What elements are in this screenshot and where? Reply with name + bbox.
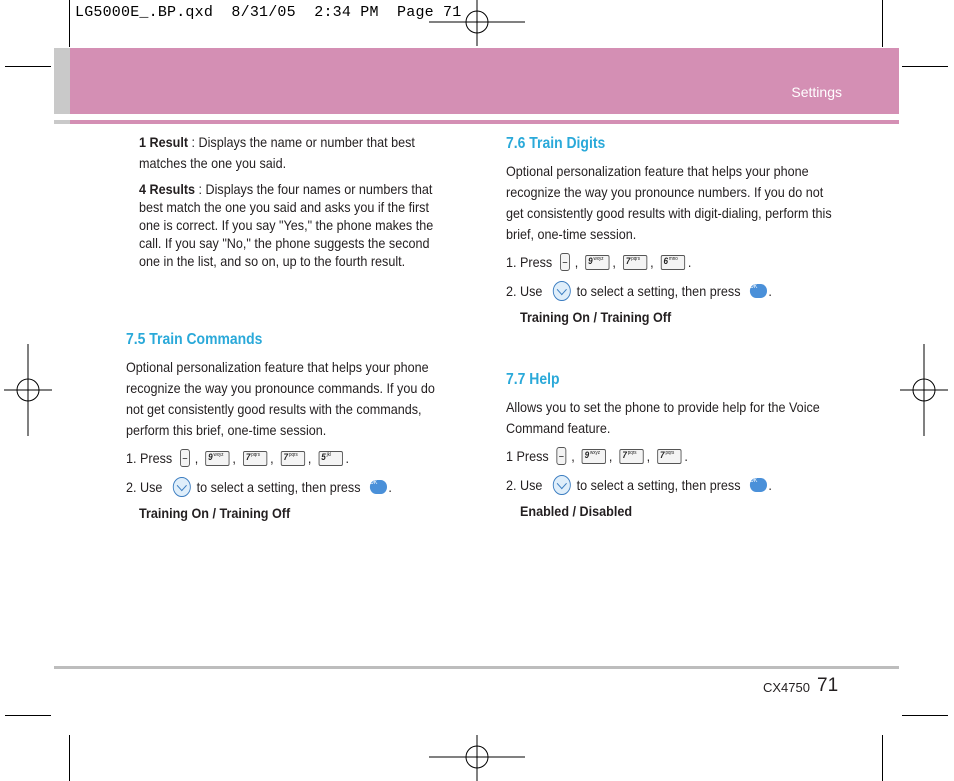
separator: . bbox=[768, 477, 772, 493]
result-4-term: 4 Results bbox=[139, 181, 196, 197]
registration-mark-right bbox=[900, 344, 954, 436]
page-header-title: Settings bbox=[791, 84, 842, 100]
key-9-icon: $9^{wxyz}$ bbox=[585, 255, 609, 270]
registration-mark-top bbox=[429, 0, 525, 48]
section-7-7-step-1 bbox=[506, 447, 688, 465]
section-7-6-step-1 bbox=[506, 253, 691, 271]
result-1-text: : Displays the name or number that best matches the one you said. bbox=[139, 134, 415, 171]
registration-mark-left bbox=[0, 344, 52, 436]
separator: , bbox=[571, 448, 575, 464]
separator: . bbox=[345, 450, 350, 466]
result-1-description bbox=[139, 132, 425, 174]
menu-key-icon bbox=[557, 447, 567, 465]
section-7-6-step-2 bbox=[506, 281, 772, 301]
menu-key-icon bbox=[180, 449, 190, 467]
key-7-icon: $7^{pqrs}$ bbox=[623, 255, 647, 270]
separator: . bbox=[768, 283, 772, 299]
header-band bbox=[70, 48, 899, 114]
step-1-label: 1 Press bbox=[506, 448, 549, 464]
separator: , bbox=[646, 448, 651, 464]
key-9-icon: $9^{wxyz}$ bbox=[582, 449, 606, 464]
section-7-6-heading: 7.6 Train Digits bbox=[506, 135, 606, 152]
navigation-key-icon bbox=[553, 475, 571, 495]
key-7-icon: $7^{pqrs}$ bbox=[620, 449, 644, 464]
separator: . bbox=[684, 448, 688, 464]
step-2-text: to select a setting, then press bbox=[196, 479, 361, 495]
result-1-term: 1 Result bbox=[139, 134, 189, 150]
section-7-7-heading: 7.7 Help bbox=[506, 371, 560, 388]
separator: . bbox=[388, 479, 392, 495]
step-2-label: 2. Use bbox=[126, 479, 163, 495]
key-7-icon: $7^{pqrs}$ bbox=[281, 451, 305, 466]
header-accent bbox=[54, 48, 70, 114]
step-2-label: 2. Use bbox=[506, 283, 543, 299]
separator: , bbox=[574, 254, 579, 270]
step-1-label: 1. Press bbox=[506, 254, 553, 270]
section-7-5-step-2 bbox=[126, 477, 392, 497]
result-4-description bbox=[139, 180, 441, 270]
navigation-key-icon bbox=[553, 281, 571, 301]
step-2-label: 2. Use bbox=[506, 477, 543, 493]
ok-key-icon: OK bbox=[750, 478, 767, 492]
section-7-5-heading: 7.5 Train Commands bbox=[126, 331, 263, 348]
separator: . bbox=[687, 254, 692, 270]
step-2-text: to select a setting, then press bbox=[576, 477, 741, 493]
page-number: 71 bbox=[817, 675, 839, 696]
ok-key-icon: OK bbox=[370, 480, 387, 494]
step-1-label: 1. Press bbox=[126, 450, 173, 466]
section-7-5-options: Training On / Training Off bbox=[139, 505, 291, 521]
key-5-icon: $5^{jkl}$ bbox=[319, 451, 343, 466]
section-7-7-options: Enabled / Disabled bbox=[520, 503, 633, 519]
result-4-text: : Displays the four names or numbers that best match the one you said and asks you if the first one is correct. If you say "Yes," the phone makes the call. If you say "No," the phone suggests the second one in the list, and so on, up to the fourth result. bbox=[139, 181, 434, 269]
bottom-rule bbox=[54, 666, 899, 669]
section-7-5-step-1 bbox=[126, 449, 349, 467]
key-6-icon: $6^{mno}$ bbox=[661, 255, 685, 270]
separator: , bbox=[194, 450, 199, 466]
separator: , bbox=[650, 254, 654, 270]
separator: , bbox=[270, 450, 274, 466]
section-7-7-body: Allows you to set the phone to provide help for the Voice Command feature. bbox=[506, 399, 820, 436]
menu-key-icon bbox=[560, 253, 570, 271]
section-7-6-body: Optional personalization feature that helps your phone recognize the way you pronounce numbers. If you do not get consistently good results with digit-dialing, perform this brief, one-time session. bbox=[506, 163, 832, 242]
step-2-text: to select a setting, then press bbox=[576, 283, 741, 299]
top-rule bbox=[70, 120, 899, 124]
separator: , bbox=[612, 254, 616, 270]
section-7-6-options: Training On / Training Off bbox=[520, 309, 672, 325]
top-rule-accent bbox=[54, 120, 70, 124]
section-7-5-body: Optional personalization feature that helps your phone recognize the way you pronounce commands. If you do not get consistently good results with the commands, perform this brief, one-time session. bbox=[126, 359, 435, 438]
separator: , bbox=[232, 450, 236, 466]
print-slug: LG5000E_.BP.qxd 8/31/05 2:34 PM Page 71 bbox=[75, 4, 462, 21]
navigation-key-icon bbox=[173, 477, 191, 497]
footer-model: CX4750 bbox=[763, 680, 810, 695]
section-7-7-step-2 bbox=[506, 475, 772, 495]
key-9-icon: $9^{wxyz}$ bbox=[205, 451, 229, 466]
registration-mark-bottom bbox=[429, 733, 525, 781]
separator: , bbox=[608, 448, 613, 464]
key-7-icon: $7^{pqrs}$ bbox=[657, 449, 681, 464]
key-7-icon: $7^{pqrs}$ bbox=[243, 451, 267, 466]
separator: , bbox=[307, 450, 312, 466]
ok-key-icon: OK bbox=[750, 284, 767, 298]
